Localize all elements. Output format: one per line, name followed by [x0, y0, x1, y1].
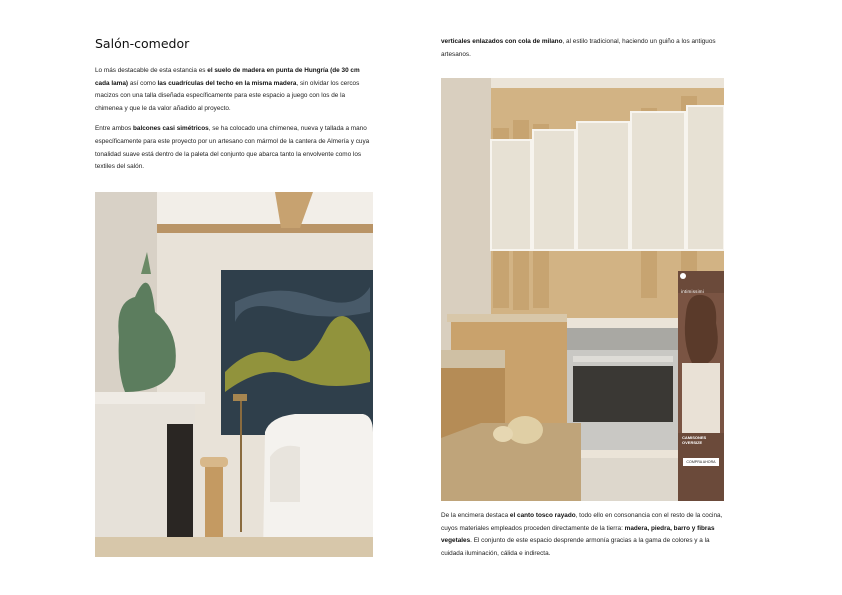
bold-text-run: el canto tosco rayado — [509, 512, 576, 519]
paragraph-floor — [95, 65, 373, 115]
bold-text-run: madera, piedra, barro y fibras vegetales — [441, 524, 715, 545]
text-run: , al estilo tradicional, haciendo un guiño a los antiguos artesanos. — [441, 38, 716, 58]
text-run: así como — [128, 79, 158, 87]
ad-headline: CAMISONES OVERSIZE — [682, 435, 707, 445]
section-title: Salón-comedor — [95, 36, 190, 51]
bold-text-run: verticales enlazados con cola de milano — [441, 38, 563, 45]
text-run: Lo más destacable de esta estancia es — [95, 67, 208, 74]
right-column-bottom — [441, 510, 724, 568]
paragraph-fireplace — [95, 123, 373, 173]
living-room-photo — [95, 192, 373, 557]
left-column — [95, 36, 373, 182]
bold-text-run: (de 30 cm cada lama) — [95, 67, 360, 87]
paragraph-countertop — [441, 510, 724, 560]
ad-brand: intimissimi — [681, 289, 704, 294]
advertisement-banner[interactable] — [678, 271, 724, 501]
right-column — [441, 36, 724, 69]
text-run: , todo ello en consonancia con el resto de la cocina, cuyos materiales empleados proceden directamente de la tierra: — [441, 512, 723, 532]
paragraph-dovetail — [441, 36, 724, 61]
ad-cta-button[interactable]: COMPRA AHORA — [683, 458, 719, 466]
bold-text-run: las cuadrículas del techo en la misma madera — [157, 79, 297, 87]
bold-text-run: el suelo de madera en punta de Hungría — [207, 67, 329, 74]
text-run: De la encimera destaca — [441, 512, 510, 519]
ad-info-icon[interactable] — [680, 273, 686, 279]
text-run: Entre ambos — [95, 125, 134, 133]
bold-text-run: balcones casi simétricos — [133, 125, 209, 133]
text-run: , se ha colocado una chimenea, nueva y tallada a mano específicamente para este proyecto por un artesano con mármol de la cantera de Almería y cuya tonalidad suave está dentro de la paleta del conjunto que abarca tanto la envolvente como los textiles del salón. — [95, 125, 370, 171]
text-run: . El conjunto de este espacio desprende armonía gracias a la gama de colores y a la cuidada iluminación, cálida e indirecta. — [441, 537, 710, 557]
text-run: , sin olvidar los cercos macizos con una talla diseñada específicamente para este espacio a juego con los de la chimenea y que le da valor añadido al proyecto. — [95, 79, 360, 112]
ad-model-photo — [678, 293, 724, 433]
